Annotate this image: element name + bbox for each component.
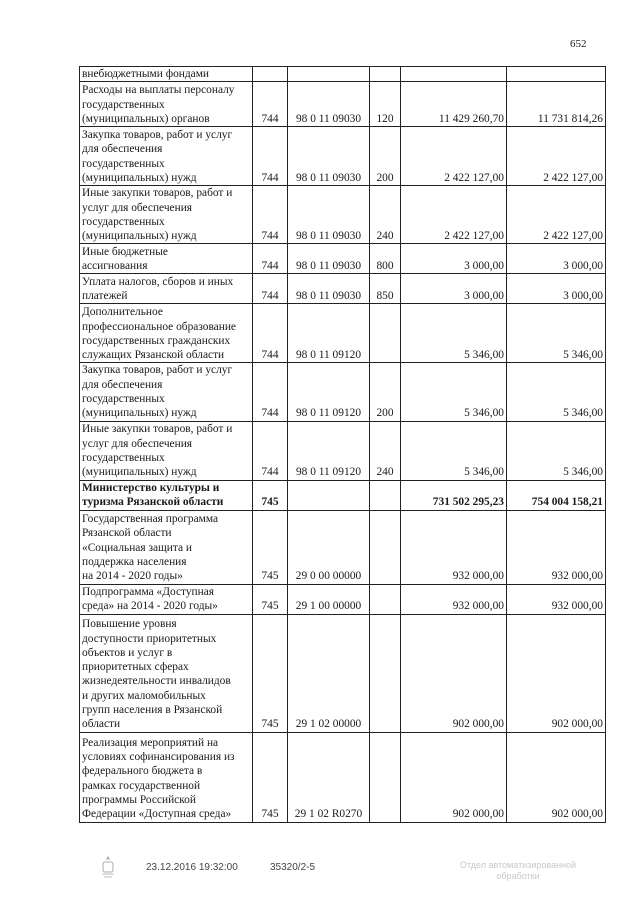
row-name-line: внебюджетными фондами xyxy=(82,68,210,80)
row-name-line: объектов и услуг в xyxy=(82,646,173,659)
row-name-line: государственных xyxy=(82,452,165,465)
table-row xyxy=(80,584,606,614)
row-name-line: федерального бюджета в xyxy=(82,765,203,778)
row-csr-code: 98 0 11 09030 xyxy=(288,127,370,186)
row-name-line: государственных xyxy=(82,393,165,406)
table-row xyxy=(80,244,606,274)
row-sum-2017: 932 000,00 xyxy=(507,510,606,584)
row-vr-code xyxy=(370,304,401,363)
table-row xyxy=(80,732,606,822)
row-name-line: (муниципальных) нужд xyxy=(82,466,197,479)
row-csr-code: 98 0 11 09120 xyxy=(288,363,370,421)
row-name-line: Дополнительное xyxy=(82,306,163,319)
row-sum-2017: 2 422 127,00 xyxy=(507,186,606,244)
row-sum-2016: 11 429 260,70 xyxy=(401,82,507,127)
row-name-line: жизнедеятельности инвалидов xyxy=(82,675,231,688)
row-name xyxy=(80,67,253,82)
row-name-line: Повышение уровня xyxy=(82,618,177,631)
row-csr-code: 98 0 11 09030 xyxy=(288,186,370,244)
row-name-line: служащих Рязанской области xyxy=(82,349,225,362)
row-sum-2016: 932 000,00 xyxy=(401,584,507,614)
row-name-line: услуг для обеспечения xyxy=(82,201,193,214)
row-sum-2016: 5 346,00 xyxy=(401,304,507,363)
row-ved-code: 745 xyxy=(253,510,288,584)
row-name-line: групп населения в Рязанской xyxy=(82,704,223,717)
row-sum-2016: 932 000,00 xyxy=(401,510,507,584)
row-name xyxy=(80,82,253,127)
emblem-seal-icon xyxy=(98,854,118,882)
row-csr-code: 29 1 00 00000 xyxy=(288,584,370,614)
row-vr-code xyxy=(370,67,401,82)
row-sum-2016: 731 502 295,23 xyxy=(401,480,507,510)
row-name-line: области xyxy=(82,718,121,731)
row-sum-2017: 902 000,00 xyxy=(507,614,606,732)
table-row xyxy=(80,510,606,584)
row-name-line: государственных гражданских xyxy=(82,334,231,347)
row-name-line: для обеспечения xyxy=(82,378,163,391)
row-name-line: Реализация мероприятий на xyxy=(82,736,219,749)
row-csr-code: 29 0 00 00000 xyxy=(288,510,370,584)
row-vr-code: 850 xyxy=(370,274,401,304)
row-sum-2016: 5 346,00 xyxy=(401,421,507,480)
row-name-line: Иные бюджетные xyxy=(82,245,168,258)
table-row xyxy=(80,186,606,244)
row-name xyxy=(80,584,253,614)
row-name xyxy=(80,304,253,363)
row-name-line: государственных xyxy=(82,215,165,228)
row-name-line: туризма Рязанской области xyxy=(82,496,224,509)
row-vr-code: 200 xyxy=(370,127,401,186)
row-name-line: на 2014 - 2020 годы» xyxy=(82,570,183,583)
row-csr-code: 98 0 11 09030 xyxy=(288,82,370,127)
row-name xyxy=(80,480,253,510)
row-sum-2017: 2 422 127,00 xyxy=(507,127,606,186)
row-csr-code xyxy=(288,480,370,510)
row-csr-code: 98 0 11 09120 xyxy=(288,304,370,363)
table-row xyxy=(80,304,606,363)
row-name-line: Рязанской области xyxy=(82,527,172,540)
row-name-line: Иные закупки товаров, работ и xyxy=(82,187,233,200)
row-name-line: (муниципальных) органов xyxy=(82,113,210,125)
row-name xyxy=(80,186,253,244)
row-sum-2017: 3 000,00 xyxy=(507,244,606,274)
row-vr-code: 240 xyxy=(370,421,401,480)
row-name-line: (муниципальных) нужд xyxy=(82,230,197,243)
footer-timestamp: 23.12.2016 19:32:00 xyxy=(146,862,238,873)
row-name-line: Федерации «Доступная среда» xyxy=(82,808,232,821)
row-name-line: программы Российской xyxy=(82,794,196,807)
row-vr-code xyxy=(370,614,401,732)
stamp-line-2: обработки xyxy=(496,871,540,881)
row-sum-2017: 932 000,00 xyxy=(507,584,606,614)
table-row xyxy=(80,67,606,82)
footer-doc-number: 35320/2-5 xyxy=(270,862,316,873)
row-name-line: Расходы на выплаты персоналу xyxy=(82,84,235,97)
table-row xyxy=(80,82,606,127)
row-sum-2016 xyxy=(401,67,507,82)
row-name-line: Подпрограмма «Доступная xyxy=(82,586,215,599)
row-ved-code: 744 xyxy=(253,363,288,421)
row-name-line: ассигнования xyxy=(82,260,148,273)
row-name xyxy=(80,244,253,274)
row-sum-2017: 5 346,00 xyxy=(507,304,606,363)
row-csr-code: 98 0 11 09030 xyxy=(288,274,370,304)
row-name-line: доступности приоритетных xyxy=(82,632,217,645)
row-name-line: среда» на 2014 - 2020 годы» xyxy=(82,600,218,613)
row-sum-2016: 902 000,00 xyxy=(401,614,507,732)
table-row xyxy=(80,421,606,480)
row-name-line: для обеспечения xyxy=(82,143,163,156)
row-ved-code: 745 xyxy=(253,732,288,822)
footer xyxy=(0,862,640,902)
row-sum-2017 xyxy=(507,67,606,82)
row-name-line: государственных xyxy=(82,157,165,170)
row-csr-code xyxy=(288,67,370,82)
row-name-line: профессиональное образование xyxy=(82,320,236,333)
page-number: 652 xyxy=(570,38,587,50)
row-name-line: услуг для обеспечения xyxy=(82,437,193,450)
table-row xyxy=(80,480,606,510)
row-name-line: платежей xyxy=(82,290,128,303)
row-name xyxy=(80,363,253,421)
row-name-line: государственных xyxy=(82,98,165,111)
row-ved-code: 745 xyxy=(253,584,288,614)
table-row xyxy=(80,363,606,421)
row-name xyxy=(80,614,253,732)
row-sum-2016: 2 422 127,00 xyxy=(401,127,507,186)
row-sum-2017: 5 346,00 xyxy=(507,421,606,480)
row-name xyxy=(80,274,253,304)
row-sum-2017: 754 004 158,21 xyxy=(507,480,606,510)
table-row xyxy=(80,614,606,732)
row-sum-2017: 902 000,00 xyxy=(507,732,606,822)
row-name-line: приоритетных сферах xyxy=(82,661,189,674)
row-vr-code: 240 xyxy=(370,186,401,244)
row-vr-code: 800 xyxy=(370,244,401,274)
row-ved-code: 744 xyxy=(253,186,288,244)
row-name-line: Иные закупки товаров, работ и xyxy=(82,423,233,436)
row-name-line: (муниципальных) нужд xyxy=(82,407,197,420)
row-ved-code: 744 xyxy=(253,274,288,304)
table-row xyxy=(80,127,606,186)
row-sum-2016: 3 000,00 xyxy=(401,274,507,304)
row-sum-2017: 3 000,00 xyxy=(507,274,606,304)
row-name-line: условиях софинансирования из xyxy=(82,751,235,764)
row-name-line: Уплата налогов, сборов и иных xyxy=(82,275,234,288)
row-sum-2016: 2 422 127,00 xyxy=(401,186,507,244)
row-csr-code: 29 1 02 R0270 xyxy=(288,732,370,822)
row-sum-2017: 5 346,00 xyxy=(507,363,606,421)
registration-stamp xyxy=(448,860,588,882)
row-vr-code xyxy=(370,584,401,614)
row-ved-code: 744 xyxy=(253,127,288,186)
row-name-line: (муниципальных) нужд xyxy=(82,172,197,184)
row-name xyxy=(80,127,253,186)
row-ved-code: 744 xyxy=(253,421,288,480)
row-vr-code xyxy=(370,510,401,584)
row-csr-code: 29 1 02 00000 xyxy=(288,614,370,732)
row-csr-code: 98 0 11 09030 xyxy=(288,244,370,274)
row-name xyxy=(80,421,253,480)
row-vr-code xyxy=(370,480,401,510)
row-vr-code: 200 xyxy=(370,363,401,421)
row-name xyxy=(80,732,253,822)
row-ved-code: 744 xyxy=(253,304,288,363)
row-name-line: и других маломобильных xyxy=(82,689,206,702)
row-name-line: Министерство культуры и xyxy=(82,482,220,495)
row-vr-code: 120 xyxy=(370,82,401,127)
row-name-line: «Социальная защита и xyxy=(82,541,192,554)
row-name-line: поддержка населения xyxy=(82,556,187,569)
row-name-line: Закупка товаров, работ и услуг xyxy=(82,364,233,377)
row-ved-code: 744 xyxy=(253,82,288,127)
row-ved-code: 745 xyxy=(253,614,288,732)
table-row xyxy=(80,274,606,304)
row-ved-code: 745 xyxy=(253,480,288,510)
row-name-line: рамках государственной xyxy=(82,779,201,792)
budget-table xyxy=(79,66,606,823)
row-name xyxy=(80,510,253,584)
row-csr-code: 98 0 11 09120 xyxy=(288,421,370,480)
row-ved-code xyxy=(253,67,288,82)
row-ved-code: 744 xyxy=(253,244,288,274)
row-name-line: Государственная программа xyxy=(82,513,219,526)
row-sum-2016: 3 000,00 xyxy=(401,244,507,274)
row-vr-code xyxy=(370,732,401,822)
stamp-line-1: Отдел автоматизированной xyxy=(459,860,577,870)
row-sum-2016: 902 000,00 xyxy=(401,732,507,822)
row-sum-2017: 11 731 814,26 xyxy=(507,82,606,127)
row-sum-2016: 5 346,00 xyxy=(401,363,507,421)
row-name-line: Закупка товаров, работ и услуг xyxy=(82,129,233,142)
